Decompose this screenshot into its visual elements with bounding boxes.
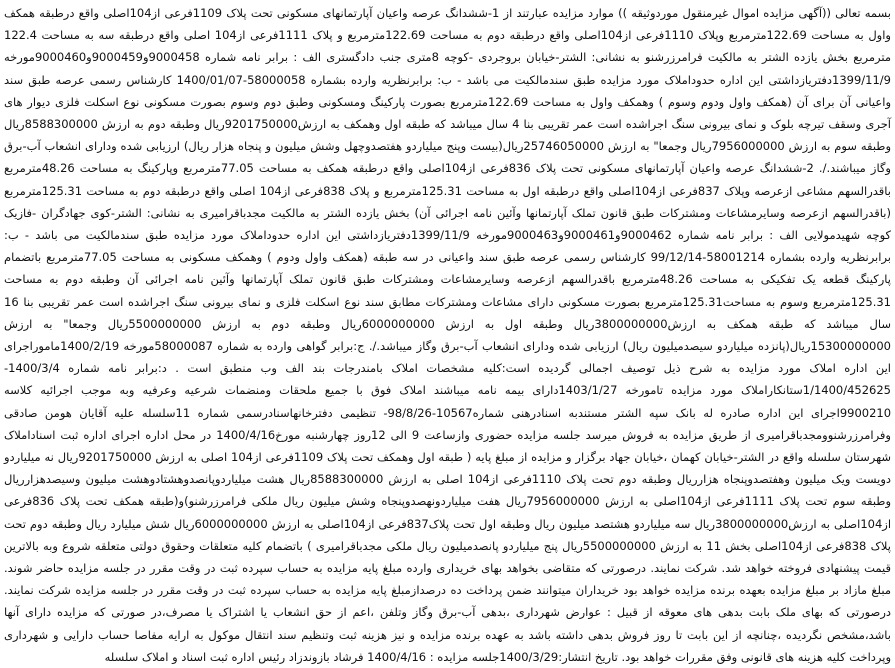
auction-notice-text: بسمه تعالی ((آگهی مزایده اموال غیرمنقول موردوثیقه )) موارد مزایده عبارتند از 1-ششدانگ عرصه واعیان آپارتمانهای مسکونی تحت پلاک 1109فرعی از104اصلی واقع درطبقه همکف واول به مساحت 122.69مترمربع وپلاک 1110فرعی از104اصلی واقع درطبقه دوم به مساحت 122.69مترمربع و پلاک 1111فرعی از104 اصلی واقع درطبقه سه به مساحت 122.4 مترمربع بخش یازده الشتر به مالکیت فرامرزرشنو به نشانی: الشتر-خیابان بروجردی -کوچه 8متری جنب دادگستری الف : برابر نامه شماره 9000458و9000459و9000460مورخه 1399/11/9دفتریازداشتی این اداره حدوداملاک مورد مزایده طبق سندمالکیت می باشد - ب: برابرنظریه وارده بشماره 58000058-1400/01/07 کارشناس رسمی عرصه طبق سند واعیانی آن برای آن (همکف واول ودوم وسوم ) وهمکف واول به مساحت 122.69مترمربع بصورت پارکینگ ومسکونی وطبق دوم وسوم بصورت مسکونی نوع اسکلت فلزی دیوار های آجری وسقف تیرچه بلوک و نمای بیرونی سنگ اجراشده است عمر تقریبی بنا 4 سال میباشد که طبقه اول وهمکف به ارزش9201750000ریال وطبقه دوم به ارزش 8588300000ریال وطبقه سوم به ارزش 7956000000ریال وجمعا" به ارزش 25746050000ریال(بیست وپنج میلیاردو هفتصدوچهل وشش میلیون و پنجاه هزار ریال) ارزیابی شده ودارای انشعاب آب-برق وگاز میباشند./. 2-ششدانگ عرصه واعیان آپارتمانهای مسکونی تحت پلاک 836فرعی از104اصلی واقع درطبقه همکف به مساحت 77.05مترمربع وپارکینگ به مساحت 48.26مترمربع باقدرالسهم مشاعی ازعرصه وپلاک 837فرعی از104اصلی واقع درطبقه اول به مساحت 125.31مترمربع و پلاک 838فرعی از104 اصلی واقع درطبقه دوم به مساحت 125.31مترمربع (باقدرالسهم ازعرصه وسایرمشاعات ومشترکات طبق قانون تملک آپارتمانها وآئین نامه اجرائی آن) بخش یازده الشتر به مالکیت مجدباقرامیری به نشانی: الشتر-کوی جهادگران -فازیک کوچه شهیدمولایی الف : برابر نامه شماره 9000462و9000461و9000463مورخه 1399/11/9دفتریازداشتی این اداره حدوداملاک مورد مزایده طبق سندمالکیت می باشد - ب: برابرنظریه وارده بشماره 58001214-99/12/14 کارشناس رسمی عرصه طبق سند واعیانی در سه طبقه (همکف واول ودوم ) وهمکف مسکونی به مساحت 77.05مترمربع باتضمام پارکینگ قطعه یک تفکیکی به مساحت 48.26مترمربع باقدرالسهم ازعرصه وسایرمشاعات ومشترکات طبق قانون تملک آپارتمانها وآئین نامه اجرائی آن وطبقه دوم به مساحت 125.31مترمربع وسوم به مساحت125.31مترمربع بصورت مسکونی دارای مشاعات ومشترکات مطابق سند نوع اسکلت فلزی و نمای بیرونی سنگ اجراشده است عمر تقریبی بنا 16 سال میباشد که طبقه همکف به ارزش3800000000ریال وطبقه اول به ارزش 6000000000ریال وطبقه دوم به ارزش 5500000000ریال وجمعا" به ارزش 15300000000ریال(پانزده میلیاردو سیصدمیلیون ریال) ارزیابی شده ودارای انشعاب آب-برق وگاز میباشد./. ج:برابر گواهی وارده به شماره 58000087مورخه 1400/2/19ماموراجرای این اداره املاک مورد مزایده به شرح ذیل توصیف اجمالی گردیده است:کلیه مشخصات املاک بامندرجات بند الف وب منطبق است . د:برابر نامه شماره 1400/3/4-1/1400/452625ستانکاراملاک مورد مزایده تامورخه 1403/1/27دارای بیمه نامه میباشند املاک فوق با جمیع ملحقات ومنضمات شرعیه وعرفیه وبه موجب اجرائیه کلاسه 9900210اجرای این اداره صادره له بانک سپه الشتر مستندبه اسنادرهنی شماره10567-98/8/26- تنظیمی دفترخانهاسنادرسمی شماره 11سلسله علیه آقایان هومن صادقی وفرامرزرشنوومجدباقرامیری از طریق مزایده به فروش میرسد جلسه مزایده حضوری وازساعت 9 الی 12روز چهارشنبه مورخ1400/4/16 در محل اداره اجرای اداره ثبت اسناداملاک شهرستان سلسله واقع در الشتر-خیابان کهمان ،خیابان جهاد برگزار و مزایده از مبلغ پایه ( طبقه اول وهمکف تحت پلاک 1109فرعی از104 اصلی به ارزش 9201750000ریال نه میلیاردو دویست ویک میلیون وهفتصدوپنجاه هزارریال وطبقه دوم تحت پلاک 1110فرعی از104 اصلی به ارزش 8588300000ریال هشت میلیاردوپانصدوهشتادوهشت میلیون وسیصدهزارریال وطبقه سوم تحت پلاک 1111فرعی از104اصلی به ارزش 7956000000ریال هفت میلیاردونهصدوپنجاه وشش میلیون ریال ملکی فرامرزرشنو)و(طبقه همکف تحت پلاک 836فرعی از104اصلی به ارزش3800000000ریال سه میلیاردو هشتصد میلیون ریال وطبقه اول تحت پلاک837فرعی از104اصلی به ارزش 6000000000ریال شش میلیارد ریال وطبقه دوم تحت پلاک 838فرعی از104اصلی بخش 11 به ارزش 5500000000ریال پنج میلیاردو پانصدمیلیون ریال ملکی مجدباقرامیری ) باتضمام کلیه متعلقات وحقوق دولتی متعلقه شروع وبه بالاترین قیمت پیشنهادی فروخته خواهد شد. شرکت نمایند. درصورتی که متقاضی بخواهد بهای خریداری وارده مبلغ پایه مزایده به حساب سپرده ثبت در وقت مقرر در جلسه مزایده حاضر شوند. مبلغ مازاد بر مبلغ مزایده بعهده برنده مزایده خواهد بود خریداران میتوانند ضمن پرداخت ده درصدازمبلغ پایه مزایده به حساب سپرده ثبت در وقت مقرر در جلسه مزایده شرکت نمایند. درصورتی که بهای ملک بابت بدهی های معوقه از قبیل : عوارض شهرداری ،بدهی آب-برق وگاز وتلفن ،اعم از حق انشعاب یا اشتراک یا مصرف،در صورتی که مزایده دارای آنها باشد،مشخص نگردیده ،چنانچه از این بابت تا روز فروش بدهی داشته باشد به عهده برنده مزایده و نیز هزینه ثبت وتنظیم سند انتقال موکول به ارایه مفاصا حساب دارایی و شهرداری وپرداخت کلیه هزینه های قانونی وفق مقررات خواهد بود. تاریخ انتشار:1400/3/29جلسه مزایده : 1400/4/16 فرشاد بازوندزاد رئیس اداره ثبت اسناد و املاک سلسله <box>4 6 892 664</box>
